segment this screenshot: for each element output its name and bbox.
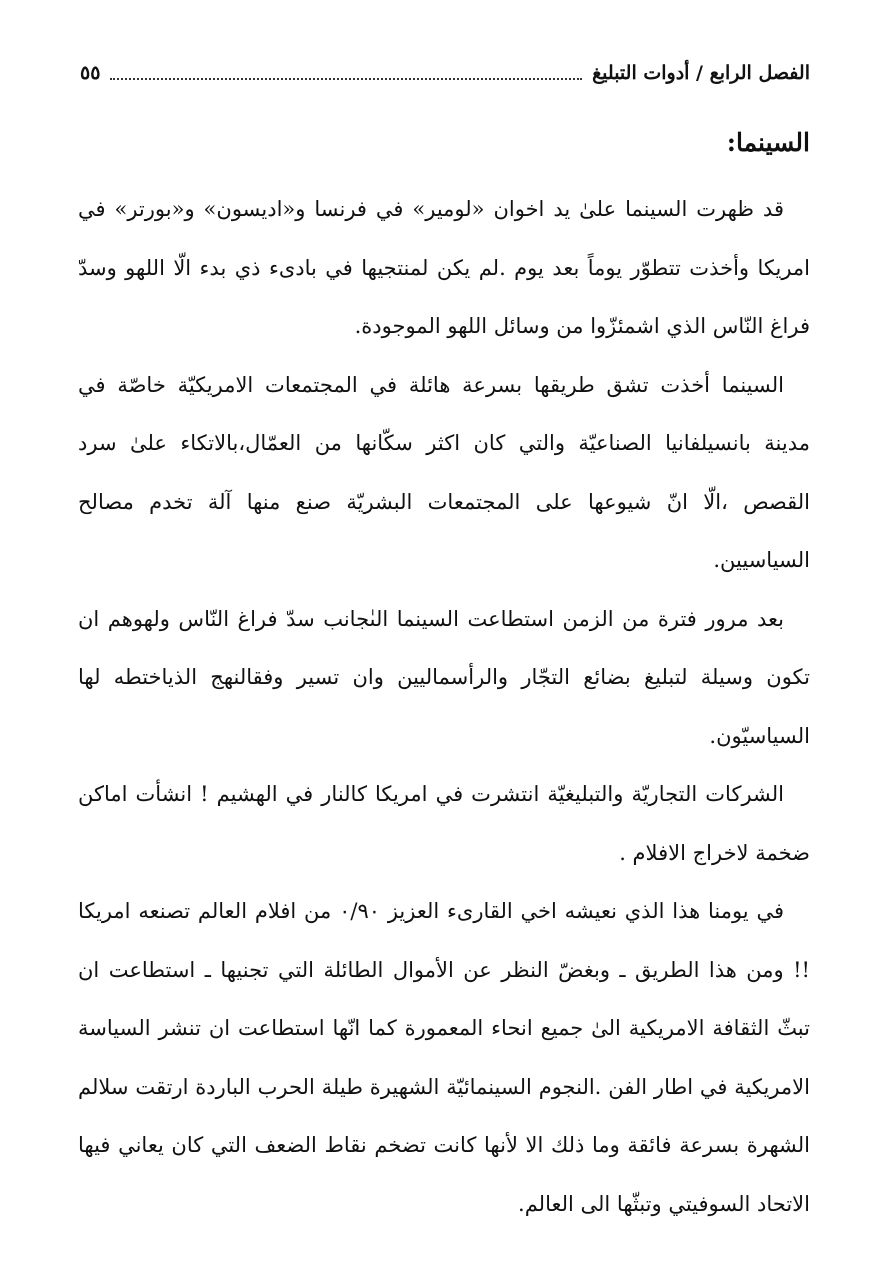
page-number: ٥٥	[80, 62, 101, 84]
paragraph: بعد مرور فترة من الزمن استطاعت السينما الىٰجانب سدّ فراغ النّاس ولهوهم ان تكون وسيلة لتبليغ بضائع التجّار والرأسماليين وان تسير وفقالنهج الذياختطه لها السياسيّون.	[78, 606, 810, 748]
paragraph: الشركات التجاريّة والتبليغيّة انتشرت في امريكا كالنار في الهشيم ! انشأت اماكن ضخمة لاخراج الافلام .	[78, 782, 810, 865]
running-header	[80, 58, 810, 88]
paragraph: قد ظهرت السينما علىٰ يد اخوان «لومير» في فرنسا و«اديسون» و«بورتر» في امريكا وأخذت تتطوّر يوماً بعد يوم .لم يكن لمنتجيها في بادىء ذي بدء الّا اللهو وسدّ فراغ النّاس الذي اشمئزّوا من وسائل اللهو الموجودة.	[78, 197, 810, 338]
dotted-leader	[110, 78, 582, 80]
paragraph: السينما أخذت تشق طريقها بسرعة هائلة في المجتمعات الامريكيّة خاصّة في مدينة بانسيلفانيا الصناعيّة والتي كان اكثر سكّانها من العمّال،بالاتكاء علىٰ سرد القصص ،الّا انّ شيوعها على المجتمعات البشريّة صنع منها آلة تخدم مصالح السياسيين.	[78, 372, 810, 572]
section-heading: السينما:	[726, 128, 810, 157]
paragraph: في يومنا هذا الذي نعيشه اخي القارىء العزيز ٠/٩٠ من افلام العالم تصنعه امريكا !! ومن هذا الطريق ـ وبغضّ النظر عن الأموال الطائلة التي تجنيها ـ استطاعت ان تبثّ الثقافة الامريكية الىٰ جميع انحاء المعمورة كما انّها استطاعت ان تنشر السياسة الامريكية في اطار الفن .النجوم السينمائيّة الشهيرة طيلة الحرب الباردة ارتقت سلالم الشهرة بسرعة فائقة وما ذلك الا لأنها كانت تضخم نقاط الضعف التي كان يعاني فيها الاتحاد السوفيتي وتبثّها الى العالم.	[78, 899, 810, 1216]
chapter-title: الفصل الرابع / أدوات التبليغ	[592, 62, 810, 84]
body-text	[78, 180, 810, 1233]
